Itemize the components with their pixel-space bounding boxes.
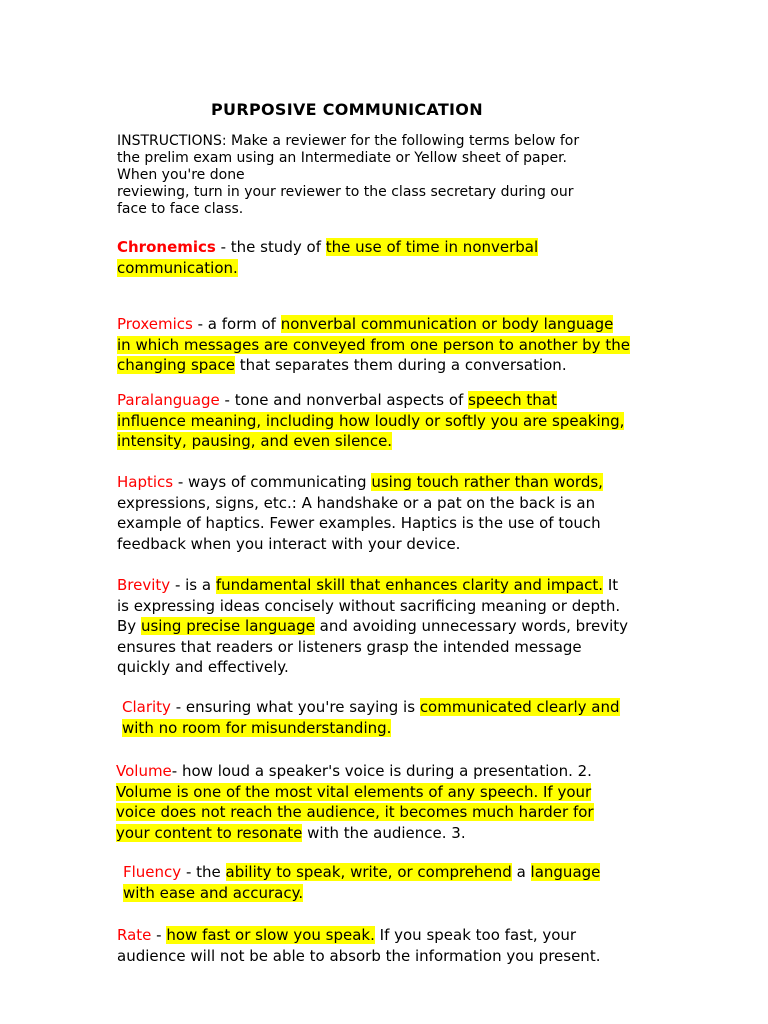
definition-text: that separates them during a conversation.: [234, 356, 567, 374]
definition-text: quickly and effectively.: [117, 658, 289, 676]
term-proxemics: Proxemics: [117, 315, 193, 333]
definition-text: example of haptics. Fewer examples. Haptics is the use of touch: [117, 514, 601, 532]
term-fluency: Fluency: [123, 863, 182, 881]
definition-text: - tone and nonverbal aspects of: [219, 391, 469, 409]
highlighted-text: communication.: [117, 258, 238, 277]
instructions-line: When you're done: [117, 167, 245, 183]
highlighted-text: speech that: [468, 391, 557, 409]
instructions-line: the prelim exam using an Intermediate or Yellow sheet of paper.: [117, 150, 567, 166]
definition-text: -: [151, 926, 167, 944]
term-volume: Volume: [116, 762, 172, 780]
definition-text: - is a: [170, 576, 216, 594]
highlighted-text: language: [530, 863, 601, 881]
entry-paralanguage: [117, 390, 624, 452]
term-clarity: Clarity: [122, 698, 171, 716]
highlighted-text: voice does not reach the audience, it becomes much harder for: [116, 803, 594, 821]
definition-text: If you speak too fast, your: [374, 926, 577, 944]
definition-text: It: [603, 576, 619, 594]
entry-haptics: [117, 472, 603, 554]
highlighted-text: influence meaning, including how loudly or softly you are speaking,: [117, 411, 625, 430]
term-chronemics: Chronemics: [117, 238, 216, 256]
definition-text: - the study of: [215, 238, 326, 256]
highlighted-text: ability to speak, write, or comprehend: [225, 863, 512, 881]
highlighted-text: the use of time in nonverbal: [325, 238, 539, 256]
highlighted-text: communicated clearly and: [419, 698, 620, 716]
entry-fluency: [123, 862, 600, 903]
instructions-line: reviewing, turn in your reviewer to the class secretary during our: [117, 184, 574, 200]
entry-brevity: [117, 575, 628, 678]
highlighted-text: nonverbal communication or body language: [280, 315, 614, 333]
highlighted-text: using touch rather than words,: [371, 473, 603, 491]
entry-chronemics: [117, 237, 538, 278]
definition-text: - the: [181, 863, 226, 881]
highlighted-text: with ease and accuracy.: [123, 883, 304, 902]
highlighted-text: with no room for misunderstanding.: [122, 718, 392, 737]
entry-proxemics: [117, 314, 630, 376]
entry-rate: [117, 925, 600, 966]
instructions-line: INSTRUCTIONS: Make a reviewer for the following terms below for: [117, 133, 580, 149]
highlighted-text: using precise language: [140, 617, 315, 635]
entry-volume: [116, 761, 594, 843]
definition-text: is expressing ideas concisely without sacrificing meaning or depth.: [117, 596, 621, 615]
definition-text: and avoiding unnecessary words, brevity: [314, 617, 628, 635]
term-rate: Rate: [117, 926, 152, 944]
highlighted-text: intensity, pausing, and even silence.: [117, 432, 393, 450]
instructions: [117, 133, 677, 218]
instructions-line: face to face class.: [117, 201, 244, 217]
definition-text: - a form of: [192, 315, 281, 333]
definition-text: By: [117, 617, 141, 635]
highlighted-text: changing space: [117, 356, 235, 374]
definition-text: ensures that readers or listeners grasp the intended message: [117, 637, 582, 656]
definition-text: - how loud a speaker's voice is during a presentation. 2.: [171, 762, 592, 780]
definition-text: a: [511, 863, 531, 881]
highlighted-text: how fast or slow you speak.: [166, 926, 375, 944]
highlighted-text: in which messages are conveyed from one person to another by the: [117, 335, 630, 354]
definition-text: audience will not be able to absorb the information you present.: [117, 946, 601, 965]
highlighted-text: Volume is one of the most vital elements of any speech. If your: [116, 782, 592, 801]
definition-text: feedback when you interact with your device.: [117, 534, 461, 553]
definition-text: - ensuring what you're saying is: [170, 698, 420, 716]
definition-text: - ways of communicating: [173, 473, 372, 491]
highlighted-text: fundamental skill that enhances clarity and impact.: [215, 576, 604, 594]
highlighted-text: your content to resonate: [116, 823, 303, 842]
page-title: PURPOSIVE COMMUNICATION: [211, 100, 483, 119]
term-paralanguage: Paralanguage: [117, 391, 220, 409]
term-haptics: Haptics: [117, 473, 174, 491]
definition-text: with the audience. 3.: [302, 823, 466, 842]
definition-text: expressions, signs, etc.: A handshake or a pat on the back is an: [117, 493, 596, 512]
term-brevity: Brevity: [117, 576, 171, 594]
entry-clarity: [122, 697, 620, 738]
